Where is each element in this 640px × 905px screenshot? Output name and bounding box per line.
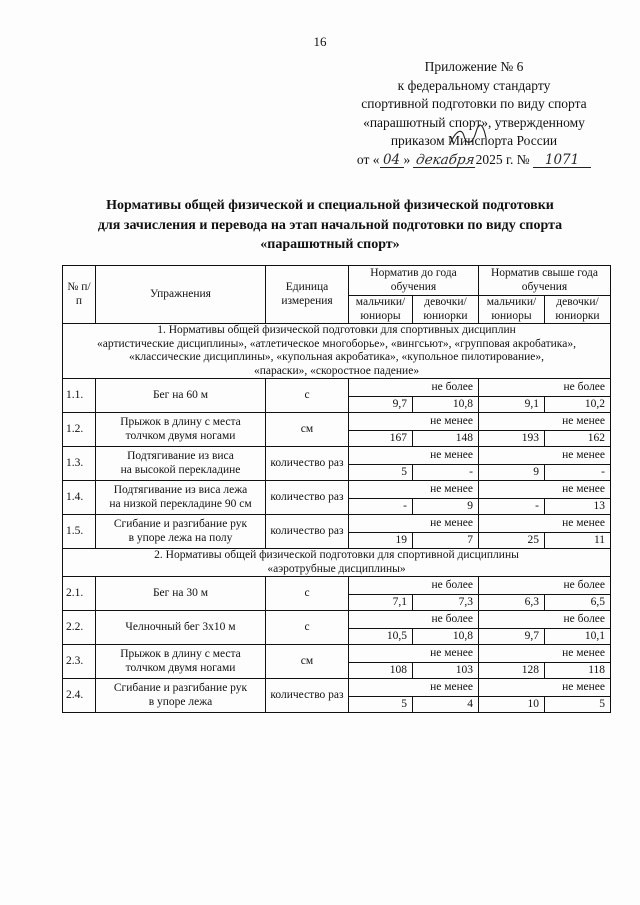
norm-value: 5 [349, 697, 413, 713]
norm-value: 9,1 [479, 397, 545, 413]
unit: см [266, 413, 349, 447]
header-norm-after: Норматив свыше года обучения [479, 266, 611, 296]
norm-value: 19 [349, 533, 413, 549]
section-heading [63, 324, 611, 379]
table-row [63, 611, 611, 629]
row-number: 1.2. [63, 413, 96, 447]
exercise-name [96, 679, 266, 713]
title-line: «парашютный спорт» [260, 237, 400, 252]
norm-value: 193 [479, 431, 545, 447]
condition-before: не более [349, 379, 479, 397]
exercise-line: на низкой перекладине 90 см [109, 497, 252, 510]
row-number: 1.3. [63, 447, 96, 481]
condition-before: не менее [349, 645, 479, 663]
norm-value: 5 [545, 697, 611, 713]
norm-value: 6,3 [479, 595, 545, 611]
row-number: 1.5. [63, 515, 96, 549]
norm-value: 148 [413, 431, 479, 447]
norm-value: 5 [349, 465, 413, 481]
norm-value: 11 [545, 533, 611, 549]
header-norm-before: Норматив до года обучения [349, 266, 479, 296]
unit: количество раз [266, 679, 349, 713]
section-heading [63, 549, 611, 577]
signature-mark [446, 124, 490, 150]
appendix-block [340, 58, 608, 170]
date-mid: » [403, 151, 411, 167]
header-boys: мальчики/ юниоры [479, 296, 545, 324]
appendix-line: к федеральному стандарту [397, 77, 551, 93]
exercise-name [96, 447, 266, 481]
condition-after: не менее [479, 679, 611, 697]
handwritten-month: декабря [414, 151, 476, 168]
section-2 [63, 549, 611, 577]
condition-after: не менее [479, 515, 611, 533]
section-heading-line: «параски», «скоростное падение» [253, 364, 420, 377]
title-line: Нормативы общей физической и специальной физической подготовки [106, 198, 554, 213]
table-row [63, 645, 611, 663]
norm-value: - [349, 499, 413, 515]
row-number: 1.4. [63, 481, 96, 515]
date-prefix: от « [356, 151, 380, 167]
section-heading-line: «аэротрубные дисциплины» [267, 562, 406, 575]
exercise-line: Подтягивание из виса лежа [113, 484, 248, 496]
condition-before: не менее [349, 481, 479, 499]
exercise-line: Подтягивание из виса [127, 450, 234, 462]
norm-value: - [545, 465, 611, 481]
handwritten-order-number: 1071 [533, 153, 591, 168]
norm-value: 10,8 [413, 397, 479, 413]
header-girls: девочки/ юниорки [545, 296, 611, 324]
header-num: № п/п [63, 266, 96, 324]
norm-value: 7,1 [349, 595, 413, 611]
section-heading-line: 1. Нормативы общей физической подготовки для спортивных дисциплин [157, 324, 516, 336]
norm-value: 7,3 [413, 595, 479, 611]
norm-value: 6,5 [545, 595, 611, 611]
header-unit: Единица измерения [266, 266, 349, 324]
condition-before: не менее [349, 447, 479, 465]
norm-value: 128 [479, 663, 545, 679]
row-number: 2.1. [63, 577, 96, 611]
exercise-line: Прыжок в длину с места [120, 648, 241, 660]
norm-value: 9 [413, 499, 479, 515]
row-number: 1.1. [63, 379, 96, 413]
unit: с [266, 611, 349, 645]
condition-after: не менее [479, 413, 611, 431]
norm-value: 9 [479, 465, 545, 481]
condition-after: не менее [479, 645, 611, 663]
exercise-line: Сгибание и разгибание рук [113, 518, 248, 530]
norm-value: 108 [349, 663, 413, 679]
norms-table [62, 265, 611, 713]
norm-value: 25 [479, 533, 545, 549]
table-row [63, 379, 611, 397]
norm-value: 7 [413, 533, 479, 549]
document-title [40, 196, 620, 255]
row-number: 2.2. [63, 611, 96, 645]
exercise-line: Бег на 30 м [152, 586, 209, 599]
norm-value: 10,2 [545, 397, 611, 413]
exercise-name [96, 515, 266, 549]
section-2-rows [63, 577, 611, 713]
condition-after: не более [479, 611, 611, 629]
condition-after: не менее [479, 481, 611, 499]
exercise-line: Сгибание и разгибание рук [113, 682, 248, 694]
condition-after: не более [479, 577, 611, 595]
exercise-name [96, 611, 266, 645]
title-line: для зачисления и перевода на этап начальной подготовки по виду спорта [97, 217, 563, 233]
unit: с [266, 577, 349, 611]
norm-value: 4 [413, 697, 479, 713]
norm-value: 118 [545, 663, 611, 679]
row-number: 2.3. [63, 645, 96, 679]
norm-value: 9,7 [349, 397, 413, 413]
condition-before: не менее [349, 679, 479, 697]
norm-value: 10,5 [349, 629, 413, 645]
unit: количество раз [266, 515, 349, 549]
condition-after: не менее [479, 447, 611, 465]
appendix-line: «парашютный спорт», утвержденному [363, 114, 585, 130]
table-row [63, 413, 611, 431]
norm-value: 162 [545, 431, 611, 447]
condition-after: не более [479, 379, 611, 397]
norm-value: 103 [413, 663, 479, 679]
exercise-line: Прыжок в длину с места [120, 416, 241, 428]
table-row [63, 577, 611, 595]
table-row [63, 447, 611, 465]
table-row [63, 481, 611, 499]
header-boys: мальчики/ юниоры [349, 296, 413, 324]
norm-value: 167 [349, 431, 413, 447]
appendix-line: приказом Минспорта России [390, 133, 558, 149]
exercise-name [96, 577, 266, 611]
section-heading-line: 2. Нормативы общей физической подготовки для спортивной дисциплины [154, 549, 519, 561]
condition-before: не менее [349, 413, 479, 431]
norm-value: 13 [545, 499, 611, 515]
exercise-line: толчком двумя ногами [125, 661, 236, 674]
appendix-line: спортивной подготовки по виду спорта [361, 96, 587, 112]
section-heading-line: «артистические дисциплины», «атлетическое многоборье», «вингсьют», «групповая акробатика», [97, 337, 576, 350]
exercise-line: Челночный бег 3x10 м [125, 620, 236, 633]
norm-value: 10,1 [545, 629, 611, 645]
exercise-line: в упоре лежа на полу [128, 531, 233, 544]
order-date-line [340, 151, 608, 170]
norm-value: 9,7 [479, 629, 545, 645]
exercise-line: толчком двумя ногами [125, 429, 236, 442]
norm-value: - [479, 499, 545, 515]
handwritten-day: 04 [380, 153, 404, 168]
table-row [63, 679, 611, 697]
exercise-line: на высокой перекладине [120, 463, 241, 476]
section-heading-line: «классические дисциплины», «купольная акробатика», «купольное пилотирование», [129, 351, 544, 363]
condition-before: не менее [349, 515, 479, 533]
condition-before: не более [349, 577, 479, 595]
norm-value: - [413, 465, 479, 481]
header-girls: девочки/ юниорки [413, 296, 479, 324]
unit: количество раз [266, 481, 349, 515]
exercise-name [96, 481, 266, 515]
exercise-name [96, 645, 266, 679]
unit: см [266, 645, 349, 679]
exercise-line: в упоре лежа [148, 695, 213, 708]
date-year: 2025 г. № [475, 151, 530, 167]
exercise-line: Бег на 60 м [152, 388, 209, 401]
unit: количество раз [266, 447, 349, 481]
section-1-rows [63, 379, 611, 549]
unit: с [266, 379, 349, 413]
condition-before: не более [349, 611, 479, 629]
row-number: 2.4. [63, 679, 96, 713]
norm-value: 10 [479, 697, 545, 713]
page-number: 16 [313, 34, 327, 49]
norm-value: 10,8 [413, 629, 479, 645]
header-exercise: Упражнения [96, 266, 266, 324]
exercise-name [96, 379, 266, 413]
table-row [63, 515, 611, 533]
section-1 [63, 324, 611, 379]
exercise-name [96, 413, 266, 447]
appendix-line: Приложение № 6 [424, 59, 524, 74]
